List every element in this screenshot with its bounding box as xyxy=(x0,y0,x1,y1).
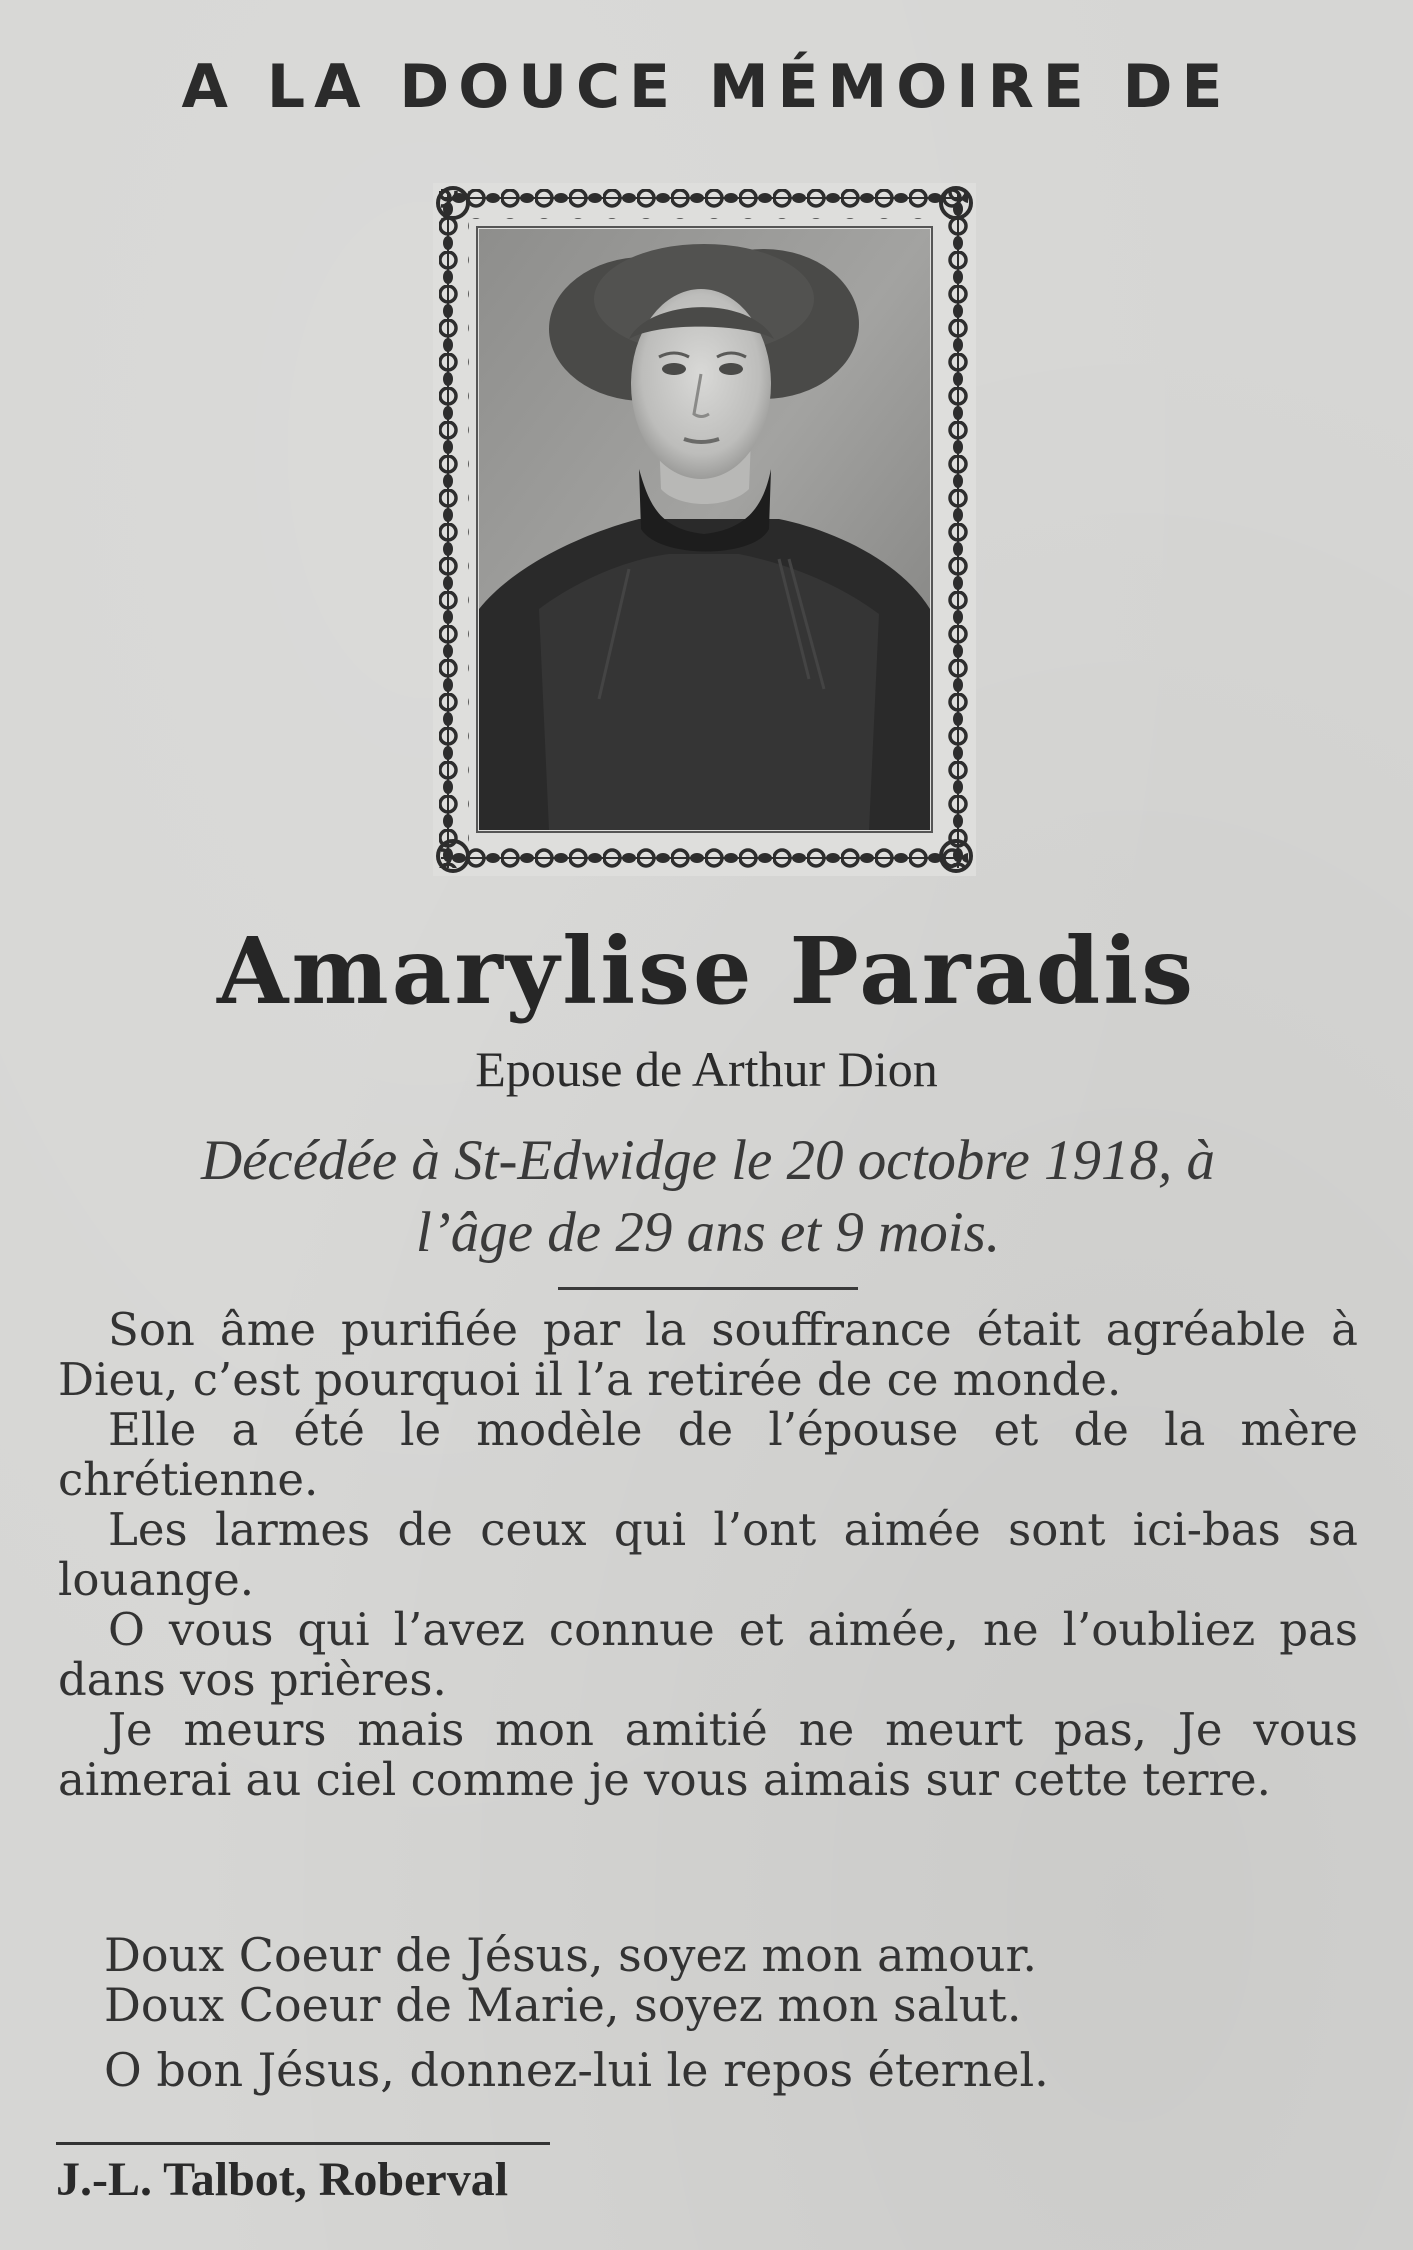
death-notice xyxy=(58,1125,1358,1269)
spouse-line: Epouse de Arthur Dion xyxy=(475,1041,938,1097)
memorial-heading: A LA DOUCE MÉMOIRE DE xyxy=(181,52,1232,122)
memorial-paragraph: Les larmes de ceux qui l’ont aimée sont ici-bas sa louange. xyxy=(58,1503,1358,1606)
memorial-paragraph: Je meurs mais mon amitié ne meurt pas, Je vous aimerai au ciel comme je vous aimais sur cette terre. xyxy=(58,1703,1358,1806)
prayers xyxy=(104,1930,1354,2095)
prayer-line: Doux Coeur de Jésus, soyez mon amour. xyxy=(104,1928,1038,1982)
prayer-line: Doux Coeur de Marie, soyez mon salut. xyxy=(104,1978,1022,2032)
memorial-text xyxy=(58,1305,1358,1805)
memorial-paragraph: O vous qui l’avez connue et aimée, ne l’oubliez pas dans vos prières. xyxy=(58,1603,1358,1706)
death-line-1: Décédée à St-Edwidge le 20 octobre 1918, à xyxy=(200,1129,1216,1192)
printer-credit: J.-L. Talbot, Roberval xyxy=(56,2153,509,2206)
footer-divider xyxy=(56,2142,550,2145)
portrait-illustration xyxy=(479,229,930,830)
memorial-paragraph: Elle a été le modèle de l’épouse et de la mère chrétienne. xyxy=(58,1403,1358,1506)
memorial-paragraph: Son âme purifiée par la souffrance était agréable à Dieu, c’est pourquoi il l’a retirée de ce monde. xyxy=(58,1303,1358,1406)
ornamental-photo-frame xyxy=(433,183,976,876)
portrait-photo xyxy=(479,229,930,830)
death-line-2: l’âge de 29 ans et 9 mois. xyxy=(415,1201,1001,1264)
divider xyxy=(558,1287,858,1290)
deceased-name: Amarylise Paradis xyxy=(217,917,1196,1025)
prayer-line: O bon Jésus, donnez-lui le repos éternel. xyxy=(104,2043,1049,2097)
